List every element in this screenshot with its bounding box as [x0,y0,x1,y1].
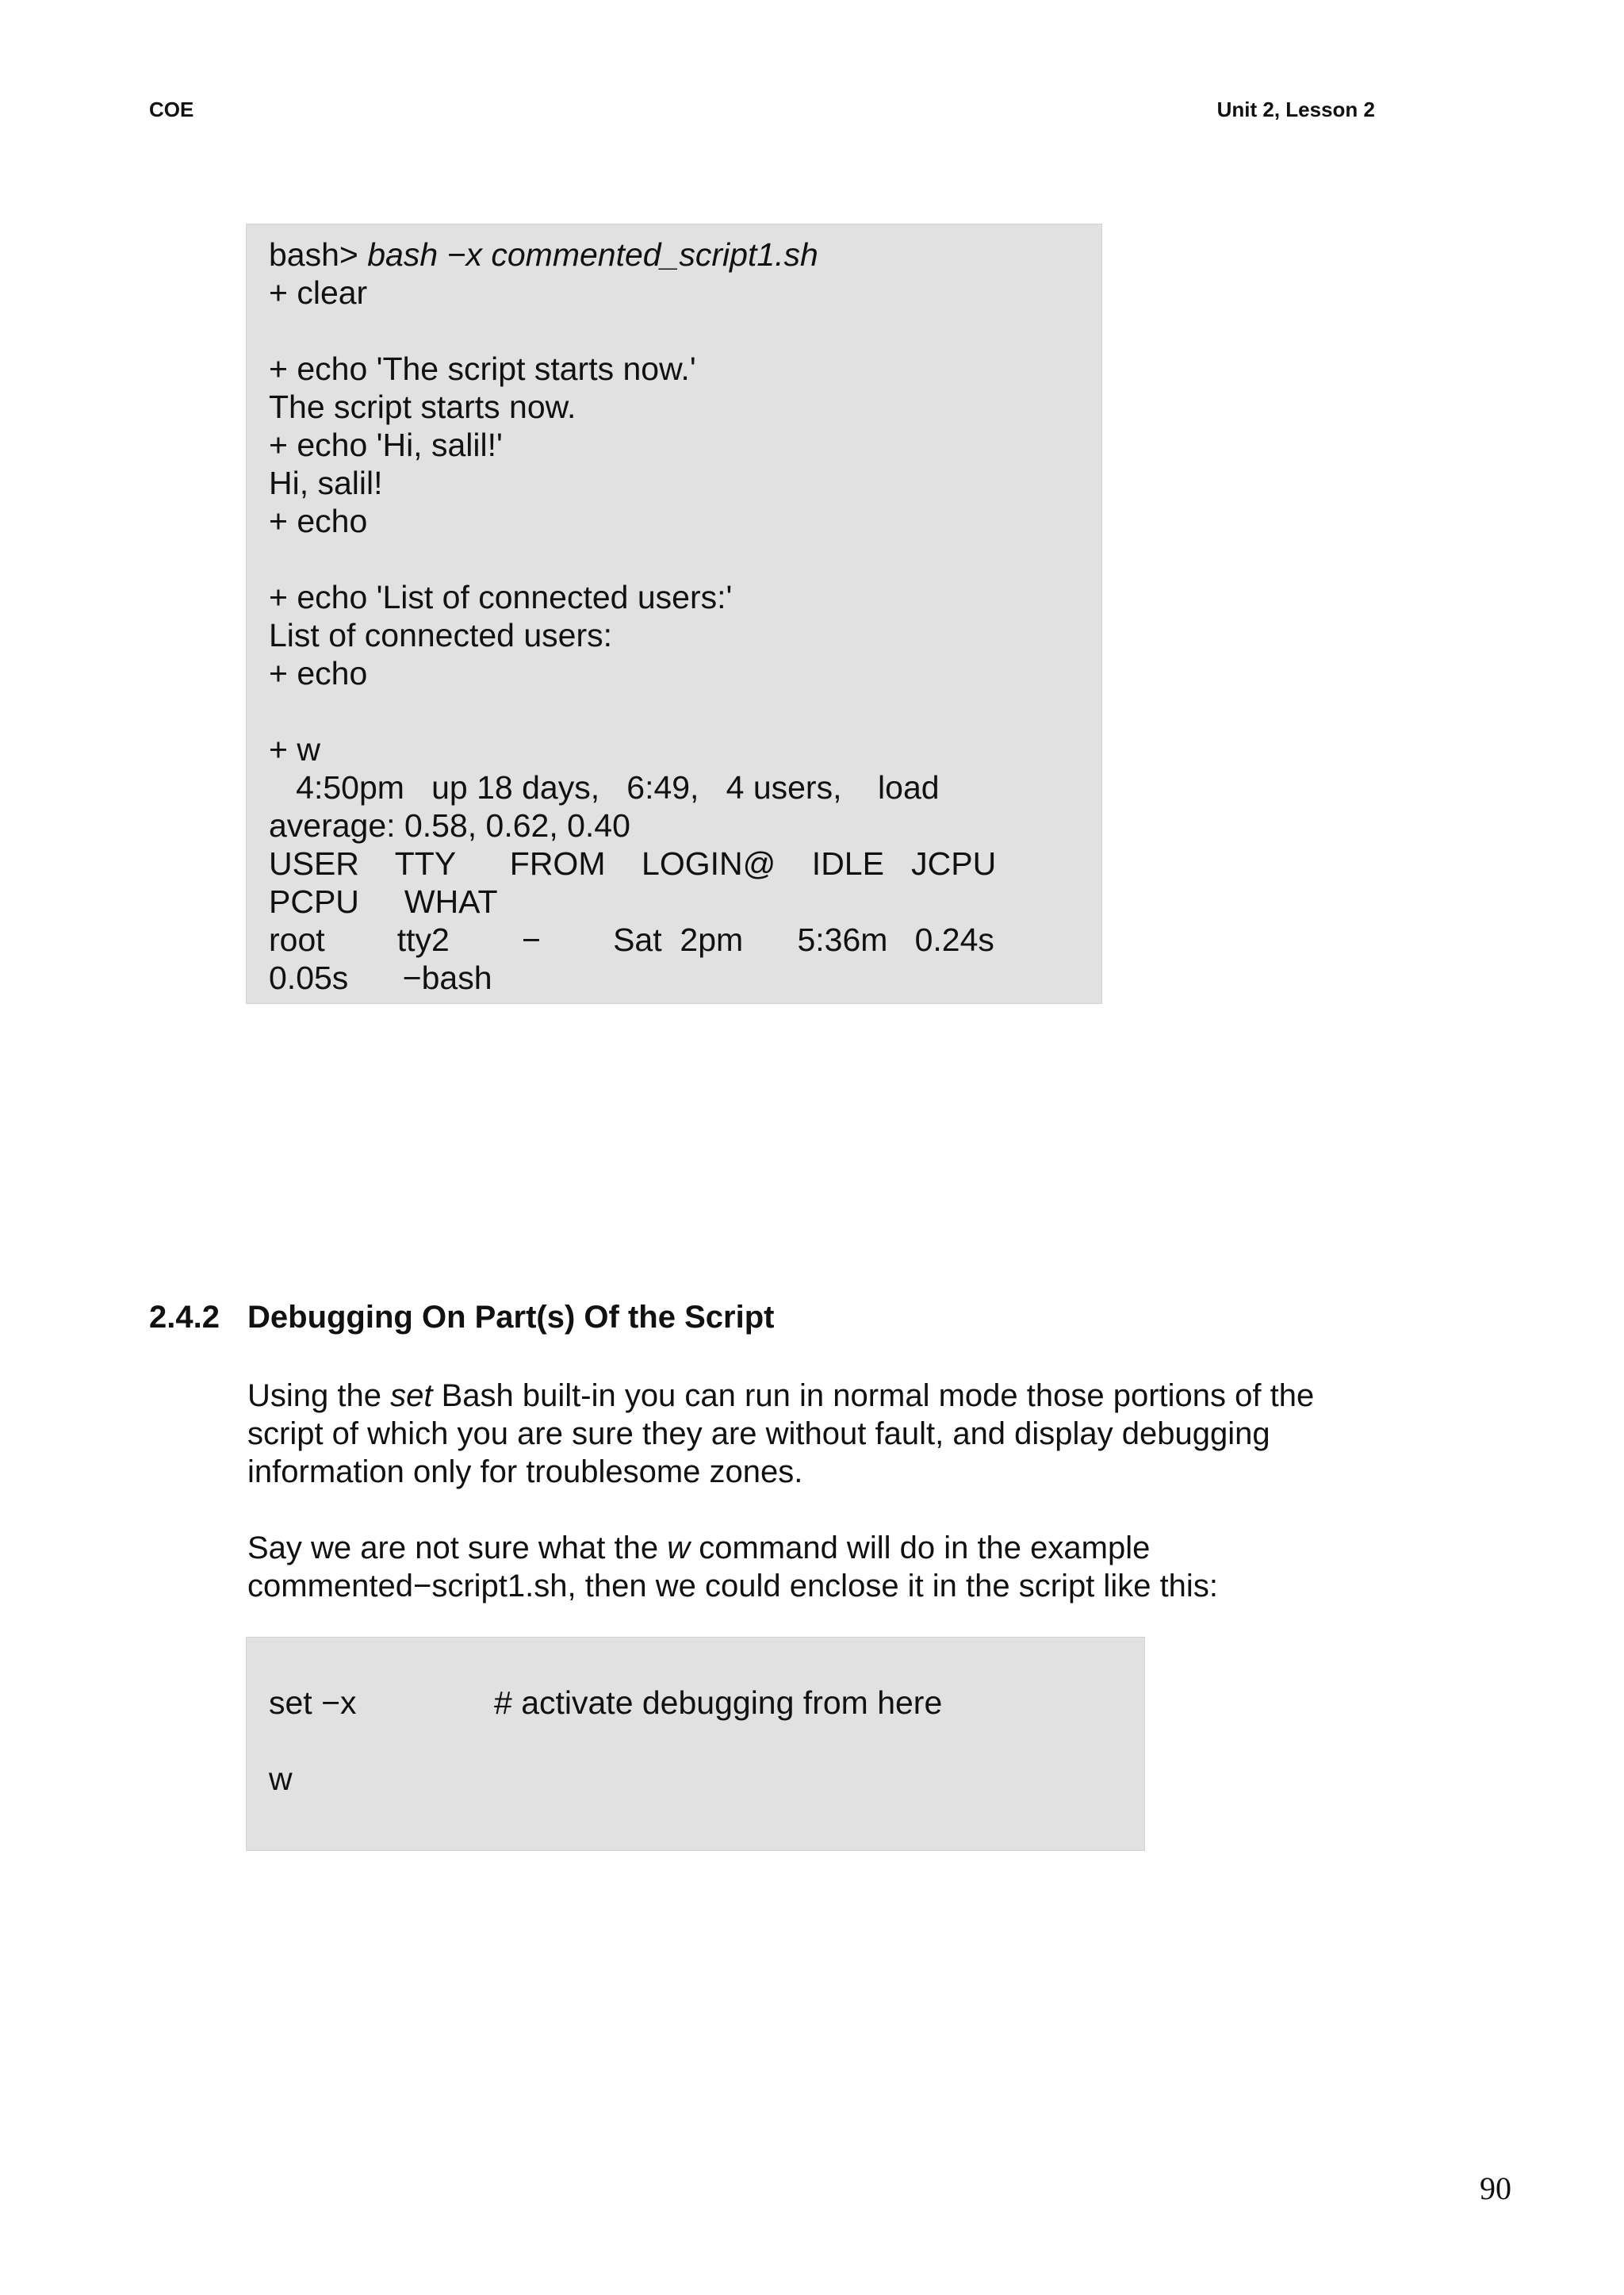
code-line: The script starts now. [269,389,576,425]
code-line: + echo 'List of connected users:' [269,579,733,615]
code-line: + echo 'The script starts now.' [269,351,696,387]
paragraph-text: Bash built-in you can run in normal mode those portions of the [432,1378,1315,1413]
paragraph-text: Using the [247,1378,391,1413]
section-heading [149,1297,774,1337]
code-line: + clear [269,274,368,311]
paragraph-text: command will do in the example [690,1531,1151,1565]
paragraph-italic-term: set [390,1378,433,1413]
code-blank-line [269,1722,1144,1760]
code-line: w [269,1761,293,1797]
header-unit-lesson: Unit 2, Lesson 2 [1216,98,1375,121]
paragraph-italic-term: w [667,1531,691,1565]
paragraph-line: commented−script1.sh, then we could enclose it in the script like this: [247,1569,1218,1603]
code-line: + echo [269,655,368,692]
paragraph-line: script of which you are sure they are without fault, and display debugging [247,1416,1270,1451]
paragraph-text: Say we are not sure what the [247,1531,668,1565]
page-number: 90 [1480,2170,1511,2206]
header-course-label: COE [149,98,194,121]
section-number: 2.4.2 [149,1300,220,1335]
code-line: 4:50pm up 18 days, 6:49, 4 users, load [269,769,940,806]
code-line: root tty2 − Sat 2pm 5:36m 0.24s [269,921,994,958]
code-comment: # activate debugging from here [494,1684,943,1721]
paragraph-set-builtin [247,1377,1397,1491]
code-line: average: 0.58, 0.62, 0.40 [269,807,630,844]
shell-command: bash −x commented_script1.sh [367,236,818,273]
code-block-debug-output [246,224,1102,1004]
code-block-set-x [246,1637,1145,1851]
paragraph-line: information only for troublesome zones. [247,1454,803,1489]
code-line: + echo [269,503,368,539]
shell-prompt: bash> [269,236,368,273]
paragraph-line [247,1529,1397,1567]
code-command: set −x [269,1684,357,1721]
section-title: Debugging On Part(s) Of the Script [247,1300,775,1335]
code-line [269,1684,1144,1722]
code-line: + echo 'Hi, salil!' [269,427,503,463]
code-line [269,540,1101,578]
code-line-command [269,236,1101,274]
code-line: USER TTY FROM LOGIN@ IDLE JCPU [269,845,997,882]
code-line [269,312,1101,350]
paragraph-w-command [247,1529,1397,1605]
code-line: Hi, salil! [269,465,383,501]
paragraph-line [247,1377,1397,1415]
code-line: List of connected users: [269,617,613,653]
code-line: + w [269,731,320,768]
code-line: 0.05s −bash [269,960,492,996]
code-line: PCPU WHAT [269,883,498,920]
code-line [269,692,1101,730]
